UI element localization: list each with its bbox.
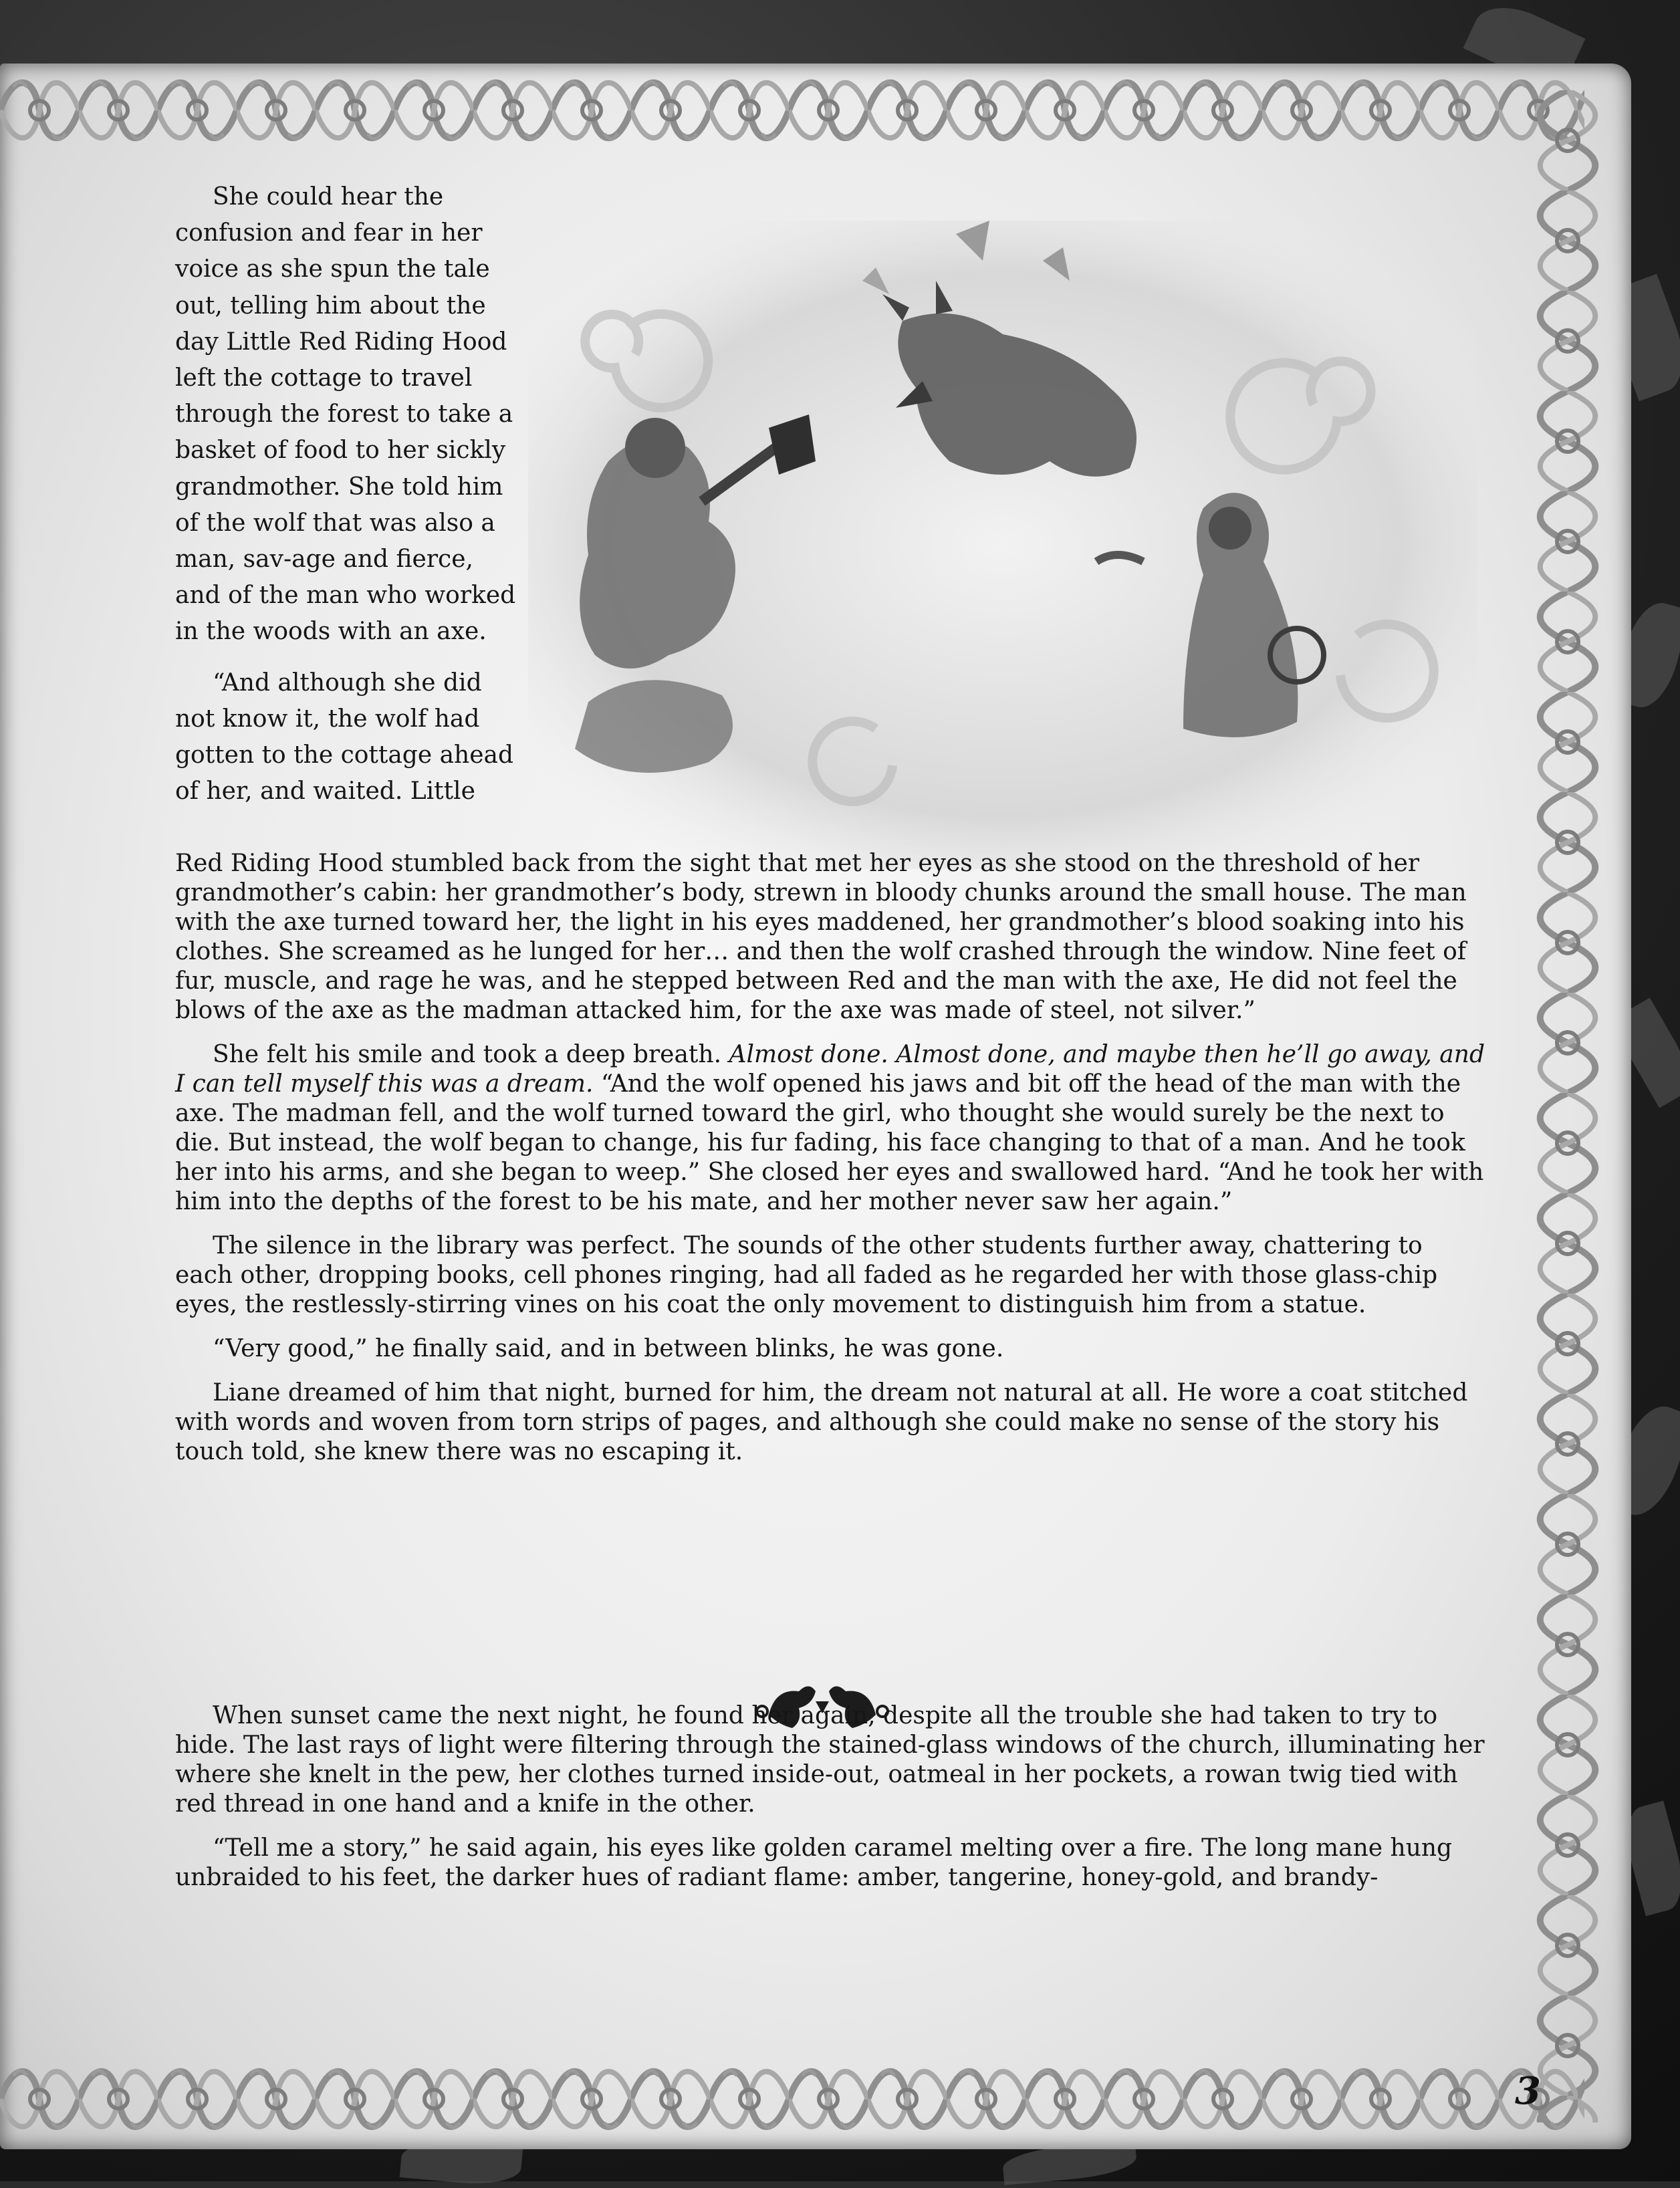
story-italic-thought: Almost done. Almost done, and maybe then he’ll go away, and I can tell myself this was a dream. xyxy=(175,1041,1485,1098)
story-paragraph: She could hear the confusion and fear in her voice as she spun the tale out, telling him about the day Little Red Riding Hood left the cottage to travel through the forest to take a basket of food to her sickly grandmother. She told him of the wolf that was also a man, sav-age and fierce, and of the man who worked in the woods with an axe. xyxy=(175,183,516,646)
story-paragraph-continuation: Red Riding Hood stumbled back from the sight that met her eyes as she stood on the threshold of her grandmother’s cabin: her grandmother’s body, strewn in bloody chunks around the small house. The man with the axe turned toward her, the light in his eyes maddened, her grandmother’s blood soaking into his clothes. She screamed as he lunged for her… and then the wolf crashed through the window. Nine feet of fur, muscle, and rage he was, and he stepped between Red and the man with the axe, He did not feel the blows of the axe as the madman attacked him, for the axe was made of steel, not silver.” xyxy=(175,850,1467,1024)
story-paragraph: “Tell me a story,” he said again, his eyes like golden caramel melting over a fire. The long mane hung unbraided to his feet, the darker hues of radiant flame: amber, tangerine, honey-gold, and brandy- xyxy=(175,1834,1453,1891)
story-paragraph: “And although she did not know it, the wolf had gotten to the cottage ahead of her, and waited. Little xyxy=(175,668,514,806)
story-body-after-break xyxy=(175,1701,1485,1893)
celtic-knot-border-bottom xyxy=(0,2056,1584,2143)
story-paragraph: Liane dreamed of him that night, burned for him, the dream not natural at all. He wore a coat stitched with words and woven from torn strips of pages, and although she could make no sense of the story his touch told, she knew there was no escaping it. xyxy=(175,1379,1468,1465)
wolf-woodsman-illustration xyxy=(528,221,1477,869)
story-paragraph xyxy=(175,1040,1485,1217)
page-number: 3 xyxy=(1515,2069,1541,2113)
story-paragraph: The silence in the library was perfect. The sounds of the other students further away, chattering to each other, dropping books, cell phones ringing, had all faded as he regarded her with those glass-chip eyes, the restlessly-stirring vines on his coat the only movement to distinguish him from a statue. xyxy=(175,1232,1438,1318)
celtic-knot-border-right xyxy=(1518,90,1618,2122)
story-body xyxy=(175,849,1485,1467)
story-paragraph: When sunset came the next night, he found her again, despite all the trouble she had taken to try to hide. The last rays of light were filtering through the stained-glass windows of the church, illuminating her where she knelt in the pew, her clothes turned inside-out, oatmeal in her pockets, a rowan twig tied with red thread in one hand and a knife in the other. xyxy=(175,1702,1485,1818)
celtic-knot-border-top xyxy=(0,67,1584,154)
story-text: “And the wolf opened his jaws and bit off the head of the man with the axe. The madman fell, and the wolf turned toward the girl, who thought she would surely be the next to die. But instead, the wolf began to change, his fur fading, his face changing to that of a man. And he took her into his arms, and she began to weep.” She closed her eyes and swallowed hard. “And he took her with him into the depths of the forest to be his mate, and her mother never saw her again.” xyxy=(175,1070,1484,1215)
story-paragraph: “Very good,” he finally said, and in between blinks, he was gone. xyxy=(213,1335,1004,1362)
story-column xyxy=(175,179,523,810)
story-text: She felt his smile and took a deep breath. xyxy=(213,1041,729,1068)
parchment-page xyxy=(0,64,1631,2149)
